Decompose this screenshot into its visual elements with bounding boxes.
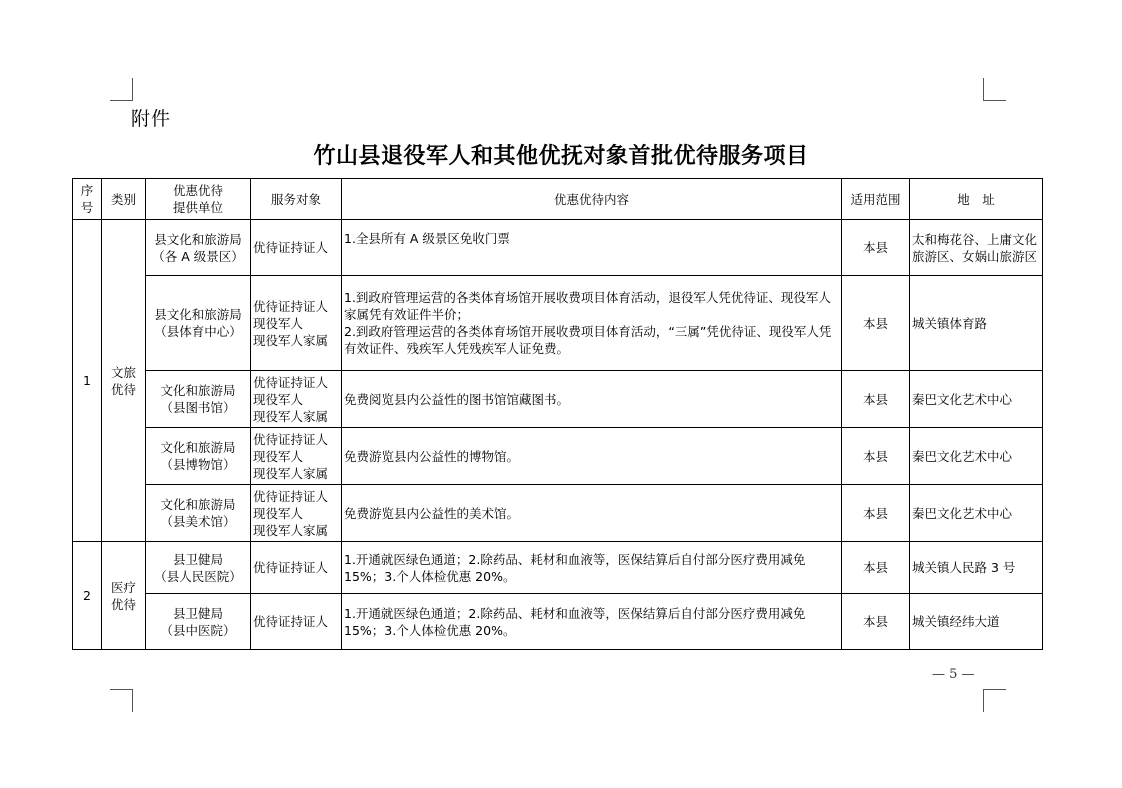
table-row: [73, 371, 1043, 428]
header-content: 优惠优待内容: [342, 179, 842, 220]
attachment-label: 附件: [131, 108, 172, 130]
scope-cell: 本县: [842, 220, 910, 276]
table-row: [73, 220, 1043, 276]
header-provider: 优惠优待 提供单位: [146, 179, 251, 220]
content-cell: 免费游览县内公益性的博物馆。: [342, 428, 842, 485]
content-cell: 1.开通就医绿色通道；2.除药品、耗材和血液等，医保结算后自付部分医疗费用减免 15%；3.个人体检优惠 20%。: [342, 542, 842, 594]
target-cell: 优待证持证人: [251, 594, 342, 650]
target-cell: 优待证持证人 现役军人 现役军人家属: [251, 371, 342, 428]
table-row: [73, 594, 1043, 650]
scope-cell: 本县: [842, 542, 910, 594]
table-row: [73, 485, 1043, 542]
scope-cell: 本县: [842, 428, 910, 485]
target-cell: 优待证持证人 现役军人 现役军人家属: [251, 428, 342, 485]
target-cell: 优待证持证人: [251, 542, 342, 594]
target-cell: 优待证持证人 现役军人 现役军人家属: [251, 485, 342, 542]
group-category: 文旅 优待: [102, 220, 146, 542]
provider-cell: 县卫健局 （县人民医院）: [146, 542, 251, 594]
address-cell: 城关镇人民路 3 号: [910, 542, 1043, 594]
group-category: 医疗 优待: [102, 542, 146, 650]
scope-cell: 本县: [842, 485, 910, 542]
content-cell: 1.开通就医绿色通道；2.除药品、耗材和血液等，医保结算后自付部分医疗费用减免 15%；3.个人体检优惠 20%。: [342, 594, 842, 650]
crop-mark-top-left: [110, 78, 133, 101]
service-items-table: [72, 178, 1043, 650]
address-cell: 太和梅花谷、上庸文化旅游区、女娲山旅游区: [910, 220, 1043, 276]
scope-cell: 本县: [842, 594, 910, 650]
scope-cell: 本县: [842, 276, 910, 371]
table-row: [73, 542, 1043, 594]
address-cell: 秦巴文化艺术中心: [910, 371, 1043, 428]
group-index: 1: [73, 220, 102, 542]
header-target: 服务对象: [251, 179, 342, 220]
table-row: [73, 428, 1043, 485]
address-cell: 秦巴文化艺术中心: [910, 428, 1043, 485]
table-header-row: [73, 179, 1043, 220]
provider-cell: 文化和旅游局 （县图书馆）: [146, 371, 251, 428]
header-scope: 适用范围: [842, 179, 910, 220]
content-cell: 免费阅览县内公益性的图书馆馆藏图书。: [342, 371, 842, 428]
target-cell: 优待证持证人: [251, 220, 342, 276]
crop-mark-bottom-left: [110, 689, 133, 712]
content-cell: 1.全县所有 A 级景区免收门票: [342, 220, 842, 276]
address-cell: 城关镇经纬大道: [910, 594, 1043, 650]
header-category: 类别: [102, 179, 146, 220]
table-row: [73, 276, 1043, 371]
provider-cell: 县文化和旅游局 （县体育中心）: [146, 276, 251, 371]
scope-cell: 本县: [842, 371, 910, 428]
content-cell: 免费游览县内公益性的美术馆。: [342, 485, 842, 542]
crop-mark-bottom-right: [983, 689, 1006, 712]
provider-cell: 县卫健局 （县中医院）: [146, 594, 251, 650]
address-cell: 城关镇体育路: [910, 276, 1043, 371]
page-number: — 5 —: [932, 667, 975, 682]
document-title: 竹山县退役军人和其他优抚对象首批优待服务项目: [313, 143, 809, 169]
header-address: 地 址: [910, 179, 1043, 220]
crop-mark-top-right: [983, 78, 1006, 101]
provider-cell: 文化和旅游局 （县美术馆）: [146, 485, 251, 542]
content-cell: 1.到政府管理运营的各类体育场馆开展收费项目体育活动，退役军人凭优待证、现役军人家属凭有效证件半价； 2.到政府管理运营的各类体育场馆开展收费项目体育活动，“三属”凭优待证、现役军人凭有效证件、残疾军人凭残疾军人证免费。: [342, 276, 842, 371]
provider-cell: 文化和旅游局 （县博物馆）: [146, 428, 251, 485]
provider-cell: 县文化和旅游局 （各 A 级景区）: [146, 220, 251, 276]
group-index: 2: [73, 542, 102, 650]
header-index: 序 号: [73, 179, 102, 220]
address-cell: 秦巴文化艺术中心: [910, 485, 1043, 542]
target-cell: 优待证持证人 现役军人 现役军人家属: [251, 276, 342, 371]
